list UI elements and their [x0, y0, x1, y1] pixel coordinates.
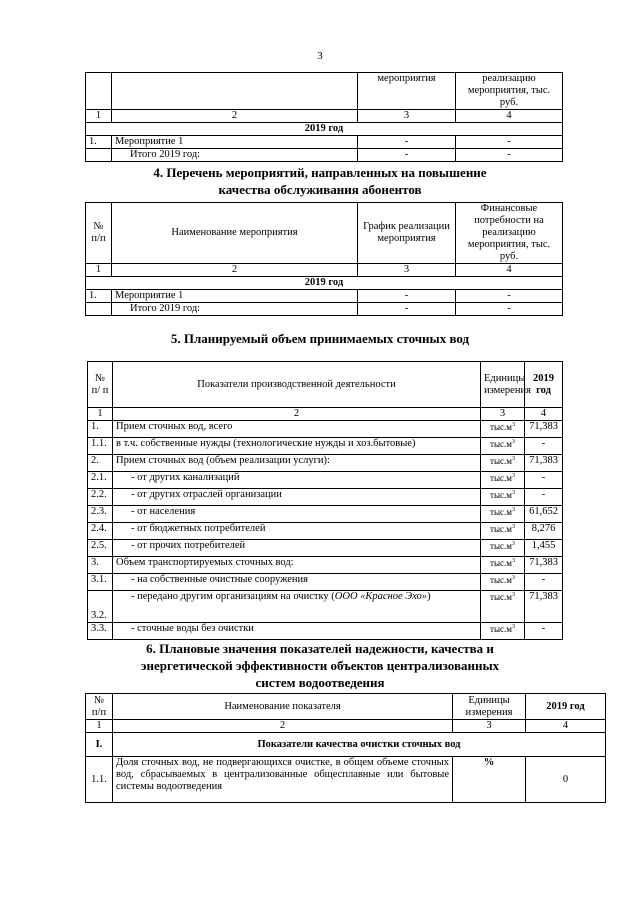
col-number: 3 [358, 264, 456, 277]
row-name-end: ) [427, 591, 431, 602]
row-value: - [456, 136, 563, 149]
row-value: 71,383 [525, 591, 563, 623]
col-number: 4 [456, 264, 563, 277]
row-name: - от населения [113, 506, 481, 523]
section5-table [87, 361, 563, 640]
row-value: - [358, 303, 456, 316]
row-num: 2.4. [88, 523, 113, 540]
col-number: 1 [86, 110, 112, 123]
section6-table [85, 693, 606, 803]
section5-title: 5. Планируемый объем принимаемых сточных вод [170, 331, 470, 346]
header-unit: Единицы измерения [453, 694, 526, 720]
table-continuation [85, 72, 563, 162]
unit-exponent: 3 [511, 558, 515, 564]
unit-exponent: 3 [511, 490, 515, 496]
section6-title [0, 640, 640, 691]
col-number: 2 [113, 720, 453, 733]
table-row [88, 489, 563, 506]
row-value: 1,455 [525, 540, 563, 557]
table-row [88, 438, 563, 455]
col-number: 3 [481, 408, 525, 421]
unit-base: тыс.м [490, 541, 512, 551]
section4-title: 4. Перечень мероприятий, направленных на повышение качества обслуживания абонентов [153, 165, 487, 197]
row-num: 1. [86, 136, 112, 149]
header-num: № п/ п [88, 362, 113, 408]
row-num: 2.3. [88, 506, 113, 523]
unit-base: тыс.м [490, 422, 512, 432]
row-num: 3. [88, 557, 113, 574]
group-name: Показатели качества очистки сточных вод [113, 733, 606, 757]
row-num: 2.2. [88, 489, 113, 506]
row-value: 0 [526, 757, 606, 803]
header-year: 2019 год [525, 362, 563, 408]
unit-base: тыс.м [490, 624, 512, 634]
row-num: 3.2. [88, 591, 113, 623]
unit-exponent: 3 [511, 592, 515, 598]
col-number: 1 [88, 408, 113, 421]
unit-exponent: 3 [511, 624, 515, 630]
row-value: - [358, 149, 456, 162]
row-unit [481, 523, 525, 540]
row-name: - от других канализаций [113, 472, 481, 489]
row-name: Доля сточных вод, не подвергающихся очистке, в общем объеме сточных вод, сбрасываемых в централизованные общесплавные или бытовые системы водоотведения [113, 757, 453, 803]
unit-base: тыс.м [490, 490, 512, 500]
row-name: Прием сточных вод, всего [113, 421, 481, 438]
header-num: № п/п [86, 694, 113, 720]
row-name: Итого 2019 год: [112, 149, 358, 162]
row-num [86, 303, 112, 316]
col-number: 3 [453, 720, 526, 733]
row-name: в т.ч. собственные нужды (технологические нужды и хоз.бытовые) [113, 438, 481, 455]
year-row: 2019 год [86, 277, 563, 290]
header-finance: Финансовые потребности на реализацию мероприятия, тыс. руб. [456, 203, 563, 264]
table-row [88, 506, 563, 523]
row-value: - [358, 136, 456, 149]
row-value: 8,276 [525, 523, 563, 540]
section6-title-line1: 6. Плановые значения показателей надежности, качества и [146, 641, 494, 656]
unit-exponent: 3 [511, 507, 515, 513]
row-value: - [525, 574, 563, 591]
row-unit [481, 421, 525, 438]
table-row [88, 540, 563, 557]
group-num: I. [86, 733, 113, 757]
row-value: - [456, 149, 563, 162]
row-value: - [525, 623, 563, 640]
table-row [88, 557, 563, 574]
row-value: 71,383 [525, 421, 563, 438]
row-value: 71,383 [525, 455, 563, 472]
row-value: 71,383 [525, 557, 563, 574]
row-name: Мероприятие 1 [112, 290, 358, 303]
page-number: 3 [317, 50, 323, 62]
unit-exponent: 3 [511, 541, 515, 547]
col-number: 4 [525, 408, 563, 421]
row-value: - [358, 290, 456, 303]
unit-base: тыс.м [490, 524, 512, 534]
row-num: 2.1. [88, 472, 113, 489]
row-name: Объем транспортируемых сточных вод: [113, 557, 481, 574]
header-finance: реализацию мероприятия, тыс. руб. [456, 73, 563, 110]
col-number: 3 [358, 110, 456, 123]
header-empty-num [86, 73, 112, 110]
row-num [86, 149, 112, 162]
unit-base: тыс.м [490, 592, 512, 602]
row-value: - [525, 489, 563, 506]
table-row [88, 623, 563, 640]
table-row [88, 523, 563, 540]
col-number: 1 [86, 264, 112, 277]
row-unit [481, 455, 525, 472]
unit-base: тыс.м [490, 439, 512, 449]
header-num: № п/п [86, 203, 112, 264]
section6-title-line2: энергетической эффективности объектов централизованных [140, 658, 500, 673]
row-name: Итого 2019 год: [112, 303, 358, 316]
section4-table [85, 202, 563, 316]
unit-base: тыс.м [490, 575, 512, 585]
row-unit [481, 540, 525, 557]
table-row [88, 421, 563, 438]
unit-exponent: 3 [511, 524, 515, 530]
row-unit: % [453, 757, 526, 803]
row-name: - от бюджетных потребителей [113, 523, 481, 540]
row-unit [481, 623, 525, 640]
unit-base: тыс.м [490, 456, 512, 466]
row-unit [481, 574, 525, 591]
row-value: - [525, 438, 563, 455]
row-unit [481, 506, 525, 523]
row-num: 1.1. [86, 757, 113, 803]
col-number: 4 [456, 110, 563, 123]
header-unit: Единицы измерения [481, 362, 525, 408]
unit-base: тыс.м [490, 507, 512, 517]
header-empty-name [112, 73, 358, 110]
header-schedule: мероприятия [358, 73, 456, 110]
row-num: 2.5. [88, 540, 113, 557]
row-value: - [456, 303, 563, 316]
header-name: Наименование мероприятия [112, 203, 358, 264]
unit-base: тыс.м [490, 473, 512, 483]
row-value: 61,652 [525, 506, 563, 523]
unit-exponent: 3 [511, 422, 515, 428]
row-num: 3.3. [88, 623, 113, 640]
col-number: 2 [113, 408, 481, 421]
table-row [88, 455, 563, 472]
row-name-org: ООО «Красное Эхо» [334, 591, 428, 602]
row-num: 1.1. [88, 438, 113, 455]
unit-exponent: 3 [511, 439, 515, 445]
unit-exponent: 3 [511, 473, 515, 479]
col-number: 2 [112, 110, 358, 123]
row-unit [481, 472, 525, 489]
row-unit [481, 591, 525, 623]
row-unit [481, 489, 525, 506]
row-name: Прием сточных вод (объем реализации услуги): [113, 455, 481, 472]
row-name-text: - передано другим организациям на очистку ( [131, 591, 335, 602]
row-num: 1. [86, 290, 112, 303]
row-name: - от других отраслей организации [113, 489, 481, 506]
row-unit [481, 557, 525, 574]
table-row [88, 591, 563, 623]
col-number: 4 [526, 720, 606, 733]
header-name: Показатели производственной деятельности [113, 362, 481, 408]
row-value: - [456, 290, 563, 303]
row-value: - [525, 472, 563, 489]
header-year: 2019 год [526, 694, 606, 720]
unit-exponent: 3 [511, 575, 515, 581]
col-number: 1 [86, 720, 113, 733]
row-num: 2. [88, 455, 113, 472]
row-num: 1. [88, 421, 113, 438]
row-name [113, 591, 481, 623]
header-schedule: График реализации мероприятия [358, 203, 456, 264]
table-row [88, 472, 563, 489]
header-name: Наименование показателя [113, 694, 453, 720]
year-row: 2019 год [86, 123, 563, 136]
row-name: Мероприятие 1 [112, 136, 358, 149]
section6-title-line3: систем водоотведения [255, 675, 385, 690]
table-row [88, 574, 563, 591]
row-name: - от прочих потребителей [113, 540, 481, 557]
unit-base: тыс.м [490, 558, 512, 568]
unit-exponent: 3 [511, 456, 515, 462]
row-num: 3.1. [88, 574, 113, 591]
col-number: 2 [112, 264, 358, 277]
row-name: - сточные воды без очистки [113, 623, 481, 640]
row-name: - на собственные очистные сооружения [113, 574, 481, 591]
row-unit [481, 438, 525, 455]
